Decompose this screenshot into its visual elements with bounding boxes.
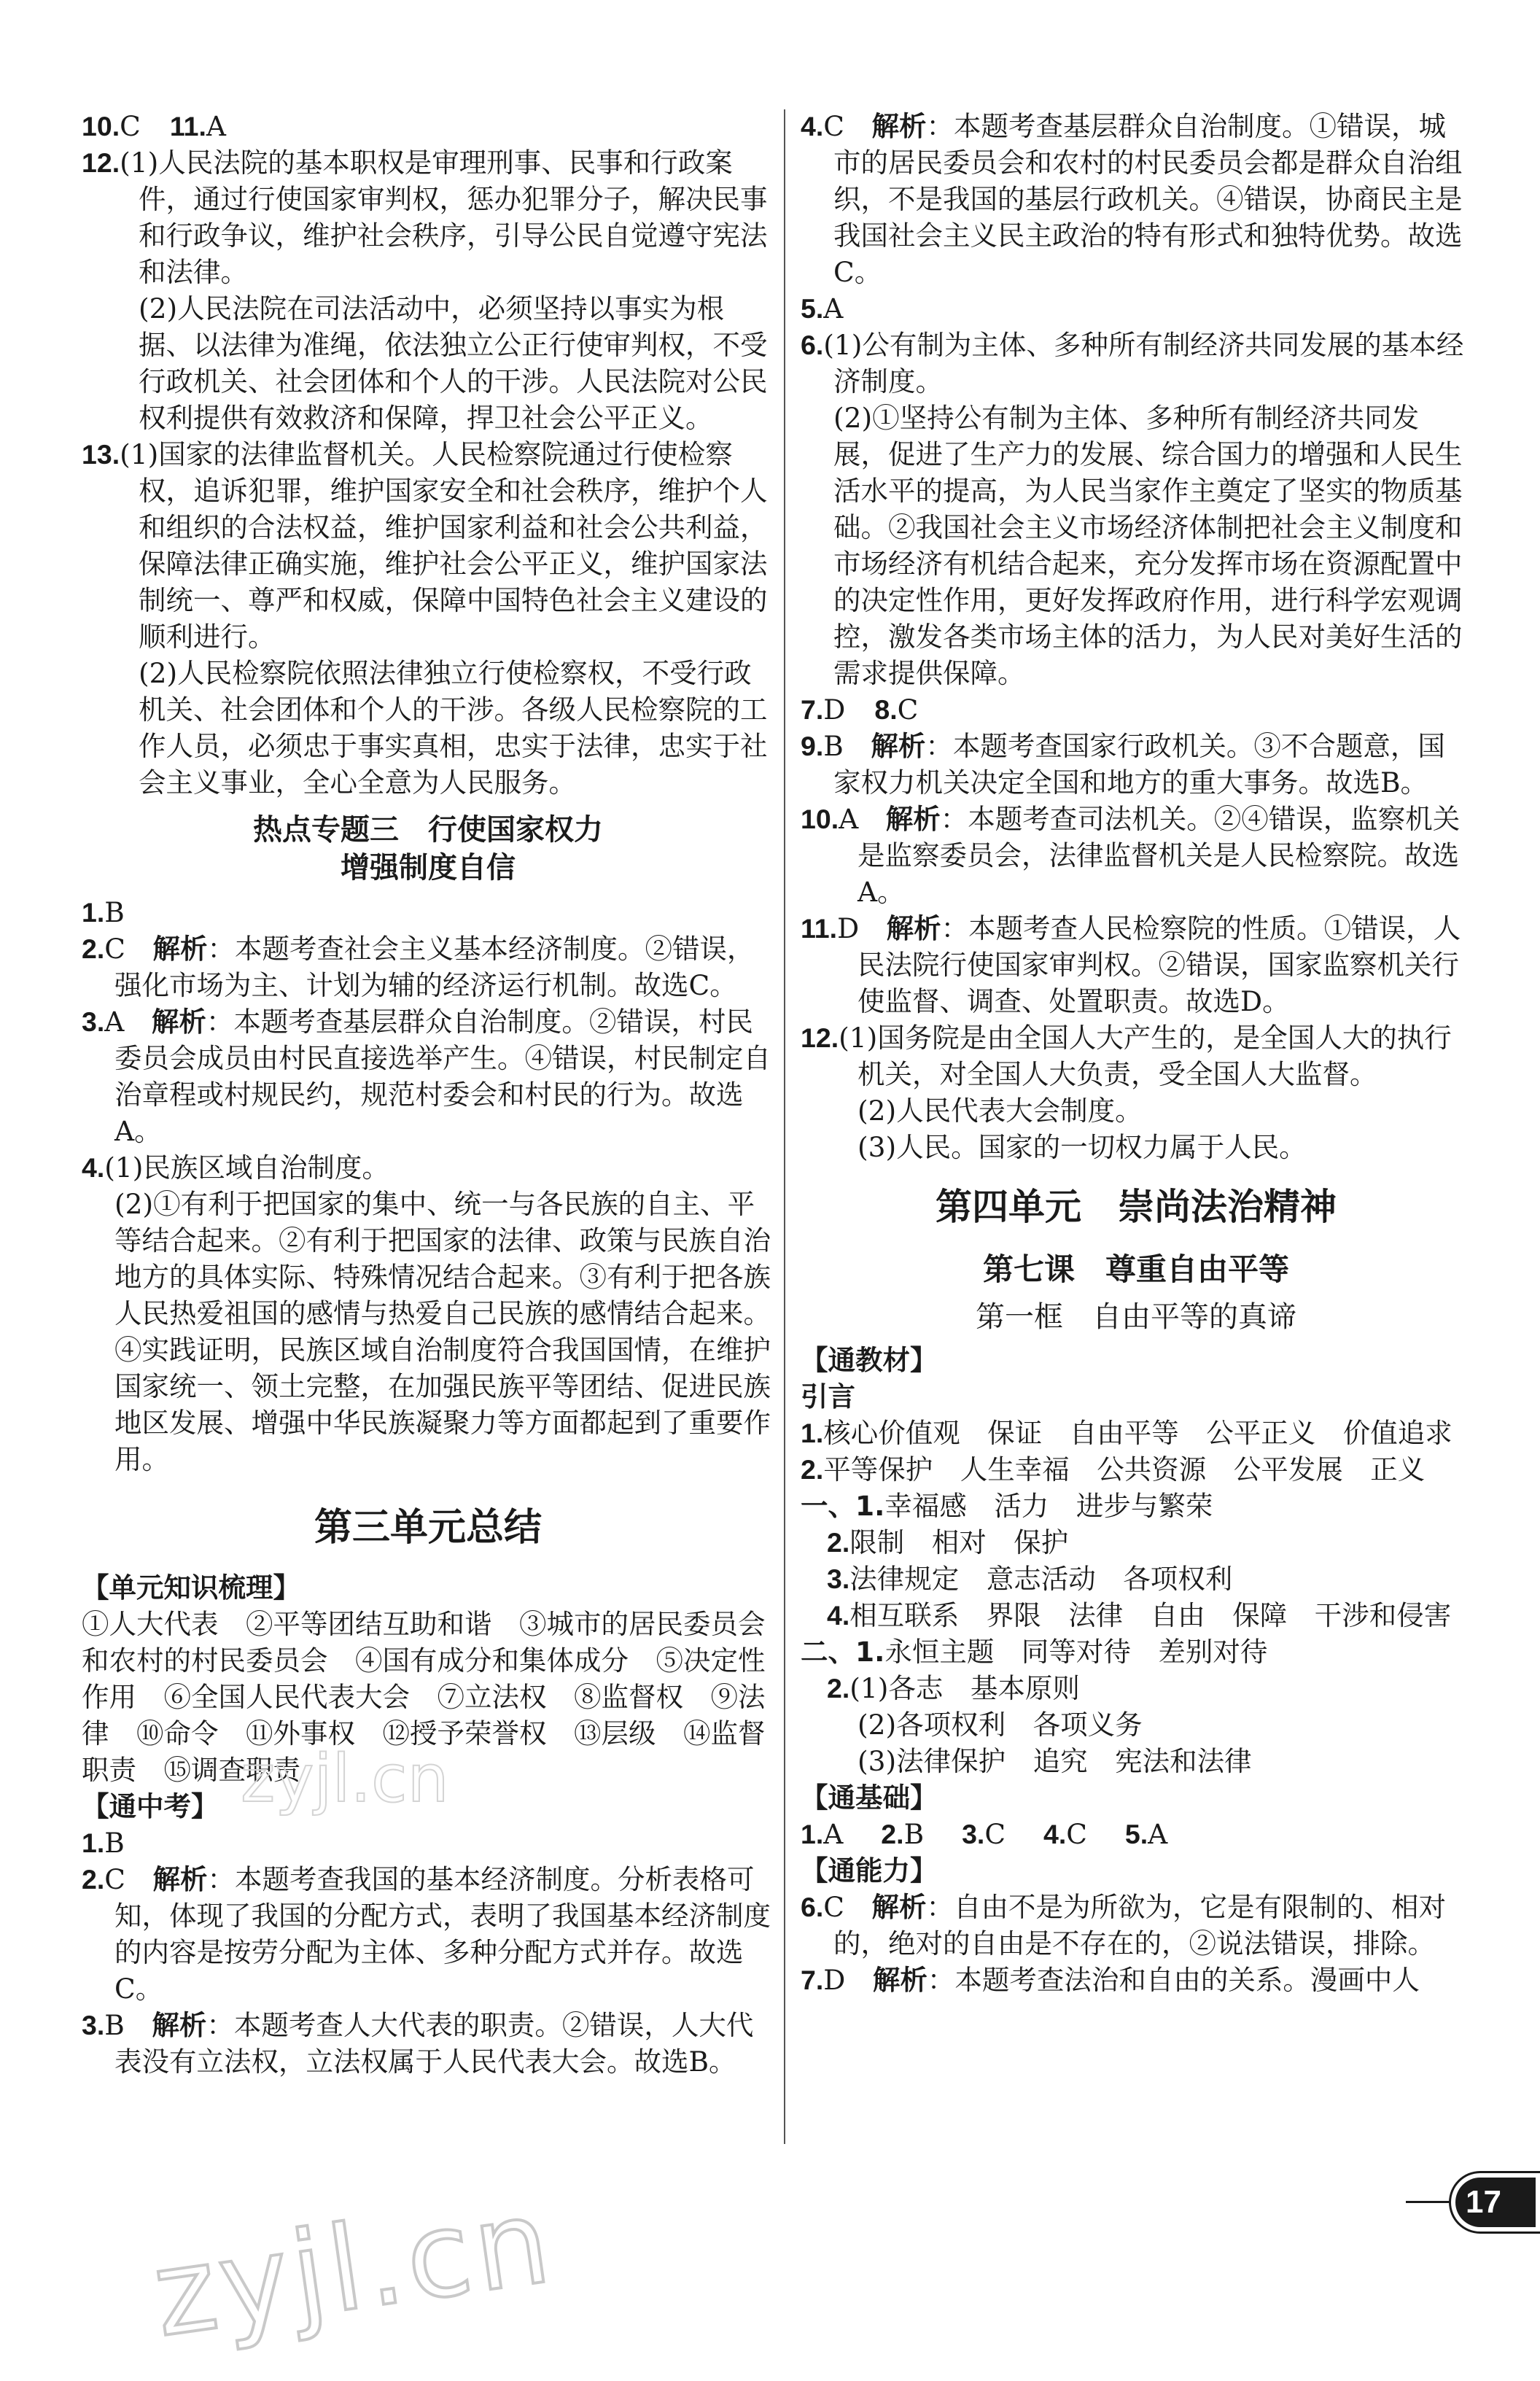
answer-4: 4.C 解析：本题考查基层群众自治制度。①错误，城市的居民委员会和农村的村民委员会都是群众自治组织，不是我国的基层行政机关。④错误，协商民主是我国社会主义民主政治的特有形式和独特优势。故选C。 [801,110,1463,288]
section-2-item-1: 二、1.永恒主题 同等对待 差别对待 [801,1636,1268,1668]
knowledge-summary: ①人大代表 ②平等团结互助和谐 ③城市的居民委员会和农村的村民委员会 ④国有成分和集体成分 ⑤决定性作用 ⑥全国人民代表大会 ⑦立法权 ⑧监督权 ⑨法律 ⑩命令 ⑪外事权 ⑫授予荣誉权 ⑬层级 ⑭监督职责 ⑮调查职责 [82,1608,766,1786]
answer-6-part-2: (2)①坚持公有制为主体、多种所有制经济共同发展，促进了生产力的发展、综合国力的增强和人民生活水平的提高，为人民当家作主奠定了坚实的物质基础。②我国社会主义市场经济体制把社会主义制度和市场经济有机结合起来，充分发挥市场在资源配置中的决定性作用，更好发挥政府作用，进行科学宏观调控，激发各类市场主体的活力，为人民对美好生活的需求提供保障。 [833,402,1463,689]
answer-10: 10.A 解析：本题考查司法机关。②④错误，监察机关是监察委员会，法律监督机关是人民检察院。故选A。 [801,803,1461,908]
answer-12-part-2: (2)人民代表大会制度。 [858,1095,1143,1127]
lesson-7-title: 第七课 尊重自由平等 [982,1251,1289,1287]
question-13-part-2: (2)人民检察院依照法律独立行使检察权，不受行政机关、社会团体和个人的干涉。各级人民检察院的工作人员，必须忠于事实真相，忠实于法律，忠实于社会主义事业，全心全意为人民服务。 [139,657,768,799]
watermark: zyjl.cn [145,2172,562,2363]
section-1-item-3: 3.法律规定 意志活动 各项权利 [827,1563,1233,1595]
hot-topic-subtitle: 增强制度自信 [341,851,516,885]
question-12-part-2: (2)人民法院在司法活动中，必须坚持以事实为根据、以法律为准绳，依法独立公正行使审判权，不受行政机关、社会团体和个人的干涉。人民法院对公民权利提供有效救济和保障，捍卫社会公平正义。 [139,292,768,434]
section-2-item-2a: 2.(1)各志 基本原则 [827,1672,1080,1704]
hot-answer-4-part-2: (2)①有利于把国家的集中、统一与各民族的自主、平等结合起来。②有利于把国家的法律、政策与民族自治地方的具体实际、特殊情况结合起来。③有利于把各族人民热爱祖国的感情与热爱自己民族的感情结合起来。④实践证明，民族区域自治制度符合我国国情，在维护国家统一、领土完整，在加强民族平等团结、促进民族地区发展、增强中华民族凝聚力等方面都起到了重要作用。 [114,1188,771,1475]
section-tag-basics: 【通基础】 [801,1782,938,1814]
hot-topic-title: 热点专题三 行使国家权力 [253,813,603,847]
section-tag-knowledge: 【单元知识梳理】 [82,1572,300,1604]
answer-9: 9.B 解析：本题考查国家行政机关。③不合题意，国家权力机关决定全国和地方的重大事务。故选B。 [801,730,1445,799]
section-2-item-2c: (3)法律保护 追究 宪法和法律 [858,1745,1252,1777]
ability-answer-7: 7.D 解析：本题考查法治和自由的关系。漫画中人 [801,1964,1420,1996]
section-1-item-2: 2.限制 相对 保护 [827,1526,1069,1558]
basics-answers: 1.A 2.B 3.C 4.C 5.A [801,1818,1168,1850]
intro-label: 引言 [801,1380,855,1413]
hot-answer-2: 2.C 解析：本题考查社会主义基本经济制度。②错误，强化市场为主、计划为辅的经济运行机制。故选C。 [82,933,755,1001]
section-1-item-4: 4.相互联系 界限 法律 自由 保障 干涉和侵害 [827,1599,1452,1631]
right-column [801,108,1471,1998]
zhongkao-answer-2: 2.C 解析：本题考查我国的基本经济制度。分析表格可知，体现了我国的分配方式，表明了我国基本经济制度的内容是按劳分配为主体、多种分配方式并存。故选C。 [82,1863,771,2005]
question-13-part-1: 13.(1)国家的法律监督机关。人民检察院通过行使检察权，追诉犯罪，维护国家安全和社会秩序，维护个人和组织的合法权益，维护国家利益和社会公共利益，保障法律正确实施，维护社会公平正义，维护国家法制统一、尊严和权威，保障中国特色社会主义建设的顺利进行。 [82,438,768,653]
hot-answer-3: 3.A 解析：本题考查基层群众自治制度。②错误，村民委员会成员由村民直接选举产生。④错误，村民制定自治章程或村规民约，规范村委会和村民的行为。故选A。 [82,1006,771,1147]
hot-answer-1: 1.B [82,896,125,928]
page-number: 17 [1451,2173,1540,2232]
page-number-rule [1406,2201,1450,2203]
watermark-small: zyjl.cn [241,1741,449,1817]
section-1-item-1: 一、1.幸福感 活力 进步与繁荣 [801,1490,1213,1522]
answer-5: 5.A [801,292,844,325]
ability-answer-6: 6.C 解析：自由不是为所欲为，它是有限制的、相对的，绝对的自由是不存在的，②说法错误，排除。 [801,1891,1446,1959]
section-tag-textbook: 【通教材】 [801,1344,938,1376]
unit-3-summary-title: 第三单元总结 [314,1506,542,1550]
answer-12-part-3: (3)人民。国家的一切权力属于人民。 [858,1131,1307,1163]
answer-11: 11.D 解析：本题考查人民检察院的性质。①错误，人民法院行使国家审判权。②错误，国家监察机关行使监督、调查、处置职责。故选D。 [801,912,1461,1017]
unit-4-title: 第四单元 崇尚法治精神 [936,1186,1337,1228]
intro-item-2: 2.平等保护 人生幸福 公共资源 公平发展 正义 [801,1453,1426,1485]
zhongkao-answer-1: 1.B [82,1827,125,1859]
answer-line-10-11: 10.C 11.A [82,110,226,142]
intro-item-1: 1.核心价值观 保证 自由平等 公平正义 价值追求 [801,1417,1452,1449]
column-divider [784,109,785,2144]
answer-12-part-1: 12.(1)国务院是由全国人大产生的，是全国人大的执行机关，对全国人大负责，受全国人大监督。 [801,1022,1452,1090]
question-12-part-1: 12.(1)人民法院的基本职权是审理刑事、民事和行政案件，通过行使国家审判权，惩办犯罪分子，解决民事和行政争议，维护社会秩序，引导公民自觉遵守宪法和法律。 [82,147,768,288]
section-tag-zhongkao: 【通中考】 [82,1790,219,1822]
section-2-item-2b: (2)各项权利 各项义务 [858,1709,1143,1741]
section-tag-ability: 【通能力】 [801,1854,938,1887]
zhongkao-answer-3: 3.B 解析：本题考查人大代表的职责。②错误，人大代表没有立法权，立法权属于人民代表大会。故选B。 [82,2009,754,2078]
answer-6-part-1: 6.(1)公有制为主体、多种所有制经济共同发展的基本经济制度。 [801,329,1464,397]
frame-1-title: 第一框 自由平等的真谛 [976,1300,1296,1334]
hot-answer-4-part-1: 4.(1)民族区域自治制度。 [82,1151,389,1184]
answer-line-7-8: 7.D 8.C [801,694,919,726]
